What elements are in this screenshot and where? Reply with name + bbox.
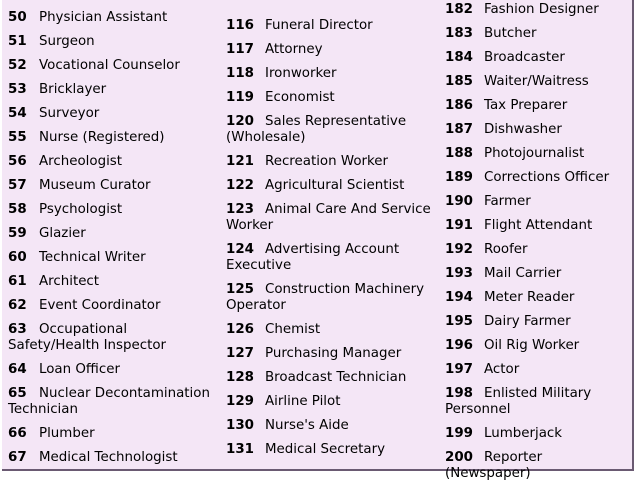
occupation-number: 62 (8, 298, 27, 313)
occupation-entry (226, 322, 436, 338)
occupation-entry (226, 442, 436, 458)
occupation-number: 67 (8, 450, 27, 465)
occupation-title: Recreation Worker (265, 154, 389, 169)
occupation-number: 198 (445, 386, 473, 401)
occupation-title: Economist (265, 90, 335, 105)
occupation-entry (445, 338, 631, 354)
occupation-entry (8, 34, 218, 50)
occupation-number: 66 (8, 426, 27, 441)
occupation-entry (8, 178, 218, 194)
occupation-number: 52 (8, 58, 27, 73)
occupation-title: Ironworker (265, 66, 337, 81)
occupation-title: Nurse (Registered) (39, 130, 165, 145)
occupation-number: 126 (226, 322, 254, 337)
occupation-number: 125 (226, 282, 254, 297)
occupation-title: Funeral Director (265, 18, 373, 33)
occupation-number: 57 (8, 178, 27, 193)
occupation-entry (8, 202, 218, 218)
occupation-number: 61 (8, 274, 27, 289)
occupation-title: Loan Officer (39, 362, 120, 377)
occupation-entry (445, 266, 631, 282)
occupation-title: Architect (39, 274, 100, 289)
occupation-entry (8, 130, 218, 146)
occupation-title: Surveyor (39, 106, 100, 121)
occupation-title: Agricultural Scientist (265, 178, 405, 193)
occupation-number: 51 (8, 34, 27, 49)
occupation-entry (8, 10, 218, 26)
occupation-title: Nurse's Aide (265, 418, 349, 433)
occupation-entry (226, 18, 436, 34)
occupation-title: Dairy Farmer (484, 314, 571, 329)
occupation-title: Attorney (265, 42, 323, 57)
occupation-number: 64 (8, 362, 27, 377)
occupation-title: Archeologist (39, 154, 123, 169)
occupation-entry (445, 194, 631, 210)
occupation-entry (226, 90, 436, 106)
occupation-title: Oil Rig Worker (484, 338, 580, 353)
occupation-number: 199 (445, 426, 473, 441)
occupation-title: Purchasing Manager (265, 346, 402, 361)
occupation-entry (226, 418, 436, 434)
occupation-title: Waiter/Waitress (484, 74, 589, 89)
occupation-number: 65 (8, 386, 27, 401)
occupation-number: 193 (445, 266, 473, 281)
occupation-entry (8, 58, 218, 74)
occupation-entry (226, 42, 436, 58)
occupation-title: Event Coordinator (39, 298, 161, 313)
occupation-title: Surgeon (39, 34, 95, 49)
occupation-title: Chemist (265, 322, 321, 337)
occupation-number: 60 (8, 250, 27, 265)
occupation-entry (445, 98, 631, 114)
occupation-title: Advertising Account Executive (226, 242, 400, 273)
occupation-number: 53 (8, 82, 27, 97)
occupation-entry (226, 394, 436, 410)
occupation-number: 55 (8, 130, 27, 145)
occupation-number: 128 (226, 370, 254, 385)
occupation-title: Reporter (Newspaper) (445, 450, 543, 481)
occupation-number: 59 (8, 226, 27, 241)
occupation-title: Glazier (39, 226, 86, 241)
occupation-title: Nuclear Decontamination Technician (8, 386, 210, 417)
occupation-title: Museum Curator (39, 178, 151, 193)
occupation-entry (8, 274, 218, 290)
occupation-entry (445, 386, 631, 418)
occupation-title: Tax Preparer (484, 98, 568, 113)
occupation-number: 194 (445, 290, 473, 305)
occupation-entry (8, 82, 218, 98)
occupation-number: 192 (445, 242, 473, 257)
occupation-title: Fashion Designer (484, 2, 599, 17)
occupation-entry (445, 362, 631, 378)
occupation-entry (445, 26, 631, 42)
occupation-title: Meter Reader (484, 290, 575, 305)
occupation-number: 190 (445, 194, 473, 209)
occupation-title: Flight Attendant (484, 218, 593, 233)
occupation-title: Airline Pilot (265, 394, 341, 409)
occupation-entry (226, 346, 436, 362)
occupation-number: 121 (226, 154, 254, 169)
occupation-entry (445, 290, 631, 306)
occupation-title: Enlisted Military Personnel (445, 386, 592, 417)
occupation-entry (8, 450, 218, 466)
occupation-title: Broadcaster (484, 50, 565, 65)
occupation-title: Lumberjack (484, 426, 563, 441)
occupation-title: Construction Machinery Operator (226, 282, 425, 313)
occupation-entry (8, 322, 218, 354)
occupation-number: 130 (226, 418, 254, 433)
occupation-entry (226, 282, 436, 314)
occupation-number: 186 (445, 98, 473, 113)
occupation-entry (445, 314, 631, 330)
occupation-number: 129 (226, 394, 254, 409)
occupation-entry (8, 362, 218, 378)
occupation-number: 197 (445, 362, 473, 377)
occupation-number: 124 (226, 242, 254, 257)
occupation-title: Physician Assistant (39, 10, 168, 25)
occupation-entry (226, 114, 436, 146)
occupation-number: 56 (8, 154, 27, 169)
occupation-title: Mail Carrier (484, 266, 562, 281)
occupation-title: Dishwasher (484, 122, 562, 137)
occupation-entry (8, 386, 218, 418)
occupation-entry (226, 370, 436, 386)
occupation-entry (445, 218, 631, 234)
occupation-number: 183 (445, 26, 473, 41)
occupation-title: Medical Technologist (39, 450, 178, 465)
occupation-entry (226, 66, 436, 82)
occupation-title: Corrections Officer (484, 170, 610, 185)
occupation-title: Roofer (484, 242, 528, 257)
occupation-entry (445, 50, 631, 66)
occupation-title: Butcher (484, 26, 537, 41)
occupation-title: Broadcast Technician (265, 370, 407, 385)
occupation-entry (445, 450, 631, 482)
occupation-number: 120 (226, 114, 254, 129)
occupation-list-panel (2, 0, 634, 481)
occupation-entry (8, 106, 218, 122)
occupation-title: Vocational Counselor (39, 58, 180, 73)
occupation-entry (445, 74, 631, 90)
occupation-number: 123 (226, 202, 254, 217)
occupation-title: Actor (484, 362, 520, 377)
occupation-number: 195 (445, 314, 473, 329)
occupation-entry (8, 250, 218, 266)
occupation-number: 200 (445, 450, 473, 465)
occupation-title: Medical Secretary (265, 442, 385, 457)
occupation-entry (8, 226, 218, 242)
occupation-entry (445, 242, 631, 258)
occupation-number: 119 (226, 90, 254, 105)
occupation-number: 122 (226, 178, 254, 193)
occupation-number: 182 (445, 2, 473, 17)
occupation-entry (226, 202, 436, 234)
occupation-entry (445, 122, 631, 138)
occupation-number: 191 (445, 218, 473, 233)
occupation-title: Farmer (484, 194, 531, 209)
occupation-number: 187 (445, 122, 473, 137)
occupation-number: 50 (8, 10, 27, 25)
occupation-number: 118 (226, 66, 254, 81)
occupation-number: 184 (445, 50, 473, 65)
occupation-entry (226, 178, 436, 194)
occupation-entry (445, 170, 631, 186)
occupation-number: 131 (226, 442, 254, 457)
occupation-title: Technical Writer (39, 250, 146, 265)
occupation-title: Plumber (39, 426, 95, 441)
occupation-entry (445, 146, 631, 162)
occupation-entry (8, 154, 218, 170)
occupation-title: Psychologist (39, 202, 123, 217)
occupation-number: 188 (445, 146, 473, 161)
occupation-number: 54 (8, 106, 27, 121)
occupation-entry (445, 426, 631, 442)
occupation-title: Bricklayer (39, 82, 107, 97)
occupation-entry (8, 298, 218, 314)
occupation-number: 189 (445, 170, 473, 185)
occupation-number: 127 (226, 346, 254, 361)
occupation-title: Animal Care And Service Worker (226, 202, 431, 233)
occupation-title: Occupational Safety/Health Inspector (8, 322, 167, 353)
occupation-number: 117 (226, 42, 254, 57)
occupation-entry (445, 2, 631, 18)
occupation-number: 58 (8, 202, 27, 217)
occupation-number: 116 (226, 18, 254, 33)
occupation-number: 185 (445, 74, 473, 89)
occupation-title: Sales Representative (Wholesale) (226, 114, 407, 145)
occupation-entry (226, 154, 436, 170)
occupation-title: Photojournalist (484, 146, 585, 161)
occupation-entry (226, 242, 436, 274)
occupation-number: 63 (8, 322, 27, 337)
occupation-entry (8, 426, 218, 442)
occupation-number: 196 (445, 338, 473, 353)
